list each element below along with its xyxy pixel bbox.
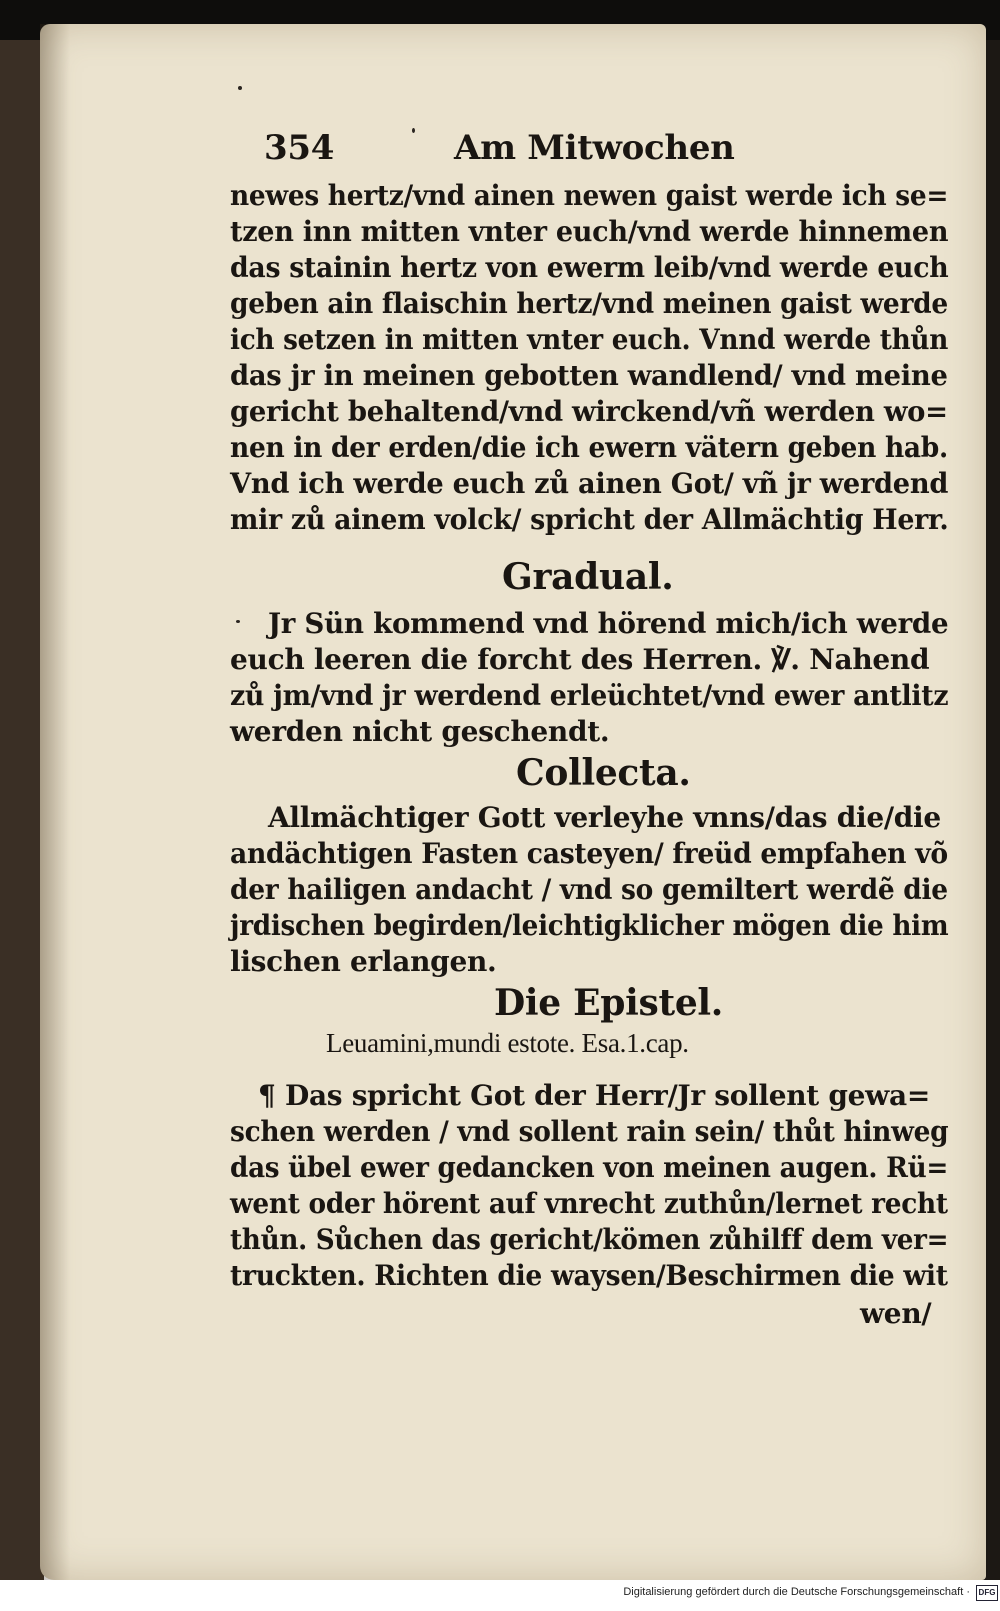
epistel-subheading: Leuamini,mundi estote. Esa.1.cap. [326, 1028, 689, 1058]
page-gutter-shadow [40, 24, 70, 1580]
text-line: gericht behaltend/vnd wirckend/vñ werden wo= [230, 395, 948, 428]
ink-speck [236, 620, 240, 623]
gradual-heading: Gradual. [502, 556, 674, 598]
text-line: tzen inn mitten vnter euch/vnd werde hinnemen [230, 215, 949, 248]
text-line: Jr Sün kommend vnd hörend mich/ich werde [268, 607, 949, 640]
running-head: Am Mitwochen [454, 128, 735, 168]
text-line: das jr in meinen gebotten wandlend/ vnd meine [230, 359, 948, 392]
page-number: 354 [264, 128, 335, 168]
ink-speck [238, 86, 242, 90]
text-line: zů jm/vnd jr werdend erleüchtet/vnd ewer antlitz [230, 679, 949, 712]
text-line: euch leeren die forcht des Herren. ℣. Nahend [230, 643, 930, 676]
text-line: thůn. Sůchen das gericht/kömen zůhilff dem ver= [230, 1223, 949, 1256]
text-line: ich setzen in mitten vnter euch. Vnnd werde thůn [230, 323, 949, 356]
text-line: Allmächtiger Gott verleyhe vnns/das die/die [268, 801, 941, 834]
text-line: lischen erlangen. [230, 945, 497, 978]
epistel-heading: Die Epistel. [494, 982, 724, 1024]
book-binding-edge [0, 40, 44, 1580]
text-line: jrdischen begirden/leichtigklicher mögen die him [230, 909, 949, 942]
text-line: ¶ Das spricht Got der Herr/Jr sollent gewa= [258, 1079, 930, 1112]
text-line: Vnd ich werde euch zů ainen Got/ vñ jr werdend [230, 467, 949, 500]
text-line: schen werden / vnd sollent rain sein/ thůt hinweg [230, 1115, 949, 1148]
text-line: das stainin hertz von ewerm leib/vnd werde euch [230, 251, 949, 284]
dfg-logo-icon: DFG [976, 1585, 998, 1601]
text-line: werden nicht geschendt. [230, 715, 610, 748]
text-line: nen in der erden/die ich ewern vätern geben hab. [230, 431, 948, 464]
text-line: der hailigen andacht / vnd so gemiltert werdẽ die [230, 873, 948, 906]
text-line: truckten. Richten die waysen/Beschirmen die wit [230, 1259, 948, 1292]
text-line: mir zů ainem volck/ spricht der Allmächtig Herr. [230, 503, 949, 536]
text-line: andächtigen Fasten casteyen/ freüd empfahen võ [230, 837, 948, 870]
text-line: went oder hörent auf vnrecht zuthůn/lernet recht [230, 1187, 948, 1220]
catchword: wen/ [860, 1297, 932, 1330]
ink-speck [412, 128, 415, 133]
text-line: newes hertz/vnd ainen newen gaist werde ich se= [230, 179, 949, 212]
collecta-heading: Collecta. [516, 752, 691, 794]
text-line: das übel ewer gedancken von meinen augen. Rü= [230, 1151, 949, 1184]
text-line: geben ain flaischin hertz/vnd meinen gaist werde [230, 287, 948, 320]
digitization-credit: Digitalisierung gefördert durch die Deutsche Forschungsgemeinschaft · [623, 1586, 970, 1598]
